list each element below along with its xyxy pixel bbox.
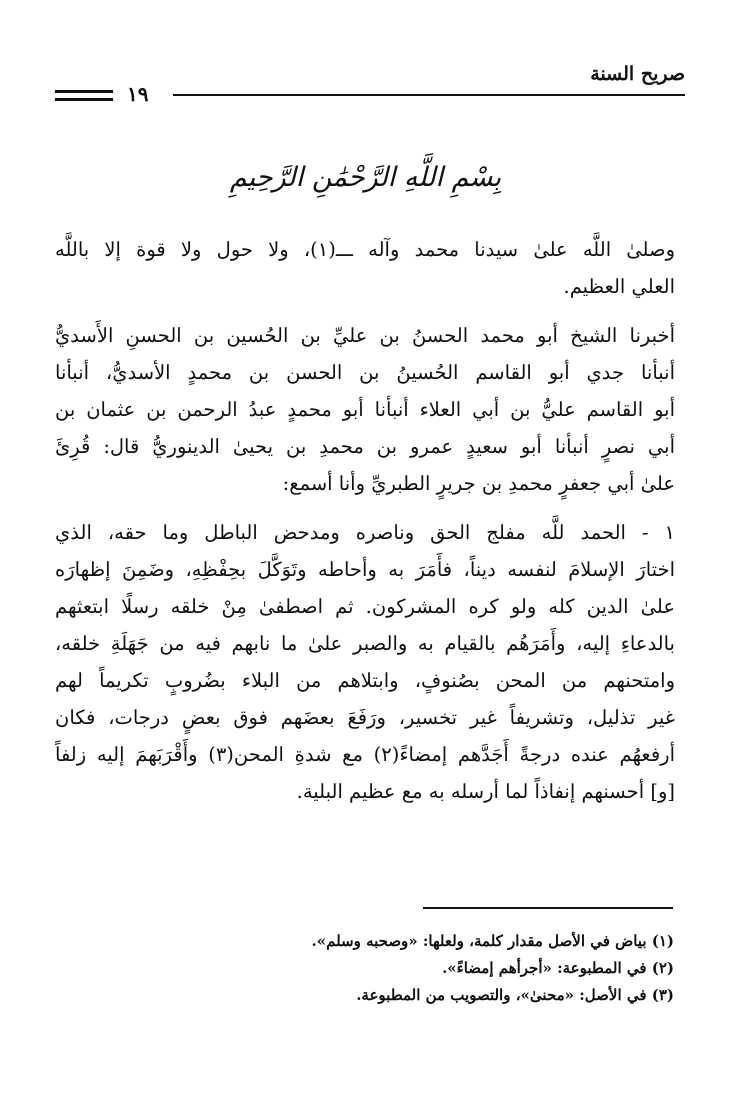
text-line: [و] أحسنهم إنفاذاً لما أرسله به مع عظيم البلية. — [296, 780, 675, 803]
running-title: صريح السنة — [590, 63, 685, 85]
footnote-1: (١) بياض في الأصل مقدار كلمة، ولعلها: «وصحبه وسلم». — [311, 932, 674, 950]
footnote-3: (٣) في الأصل: «محنىٰ»، والتصويب من المطبوعة. — [356, 986, 674, 1004]
text-line: وصلىٰ اللَّه علىٰ سيدنا محمد وآله ـــ(١)، ولا حول ولا قوة إلا باللَّه — [55, 238, 675, 261]
paragraph-opening — [55, 231, 675, 305]
paragraph-section-1 — [55, 514, 675, 810]
text-line: علىٰ أبي جعفرٍ محمدِ بن جريرٍ الطبريِّ وأنا أسمع: — [282, 472, 675, 495]
text-line: بالدعاءِ إليه، وأَمَرَهُم بالقيام به والصبر علىٰ ما نابهم فيه من جَهَلَةِ خلقه، — [55, 632, 675, 655]
text-line: غير تذليل، وتشريفاً غير تخسير، ورَفَعَ بعضَهم فوق بعضٍ درجات، فكان — [55, 706, 675, 729]
footnote-2: (٢) في المطبوعة: «أجرأهم إمضاءً». — [442, 959, 674, 977]
header-double-rule-bottom — [55, 98, 113, 101]
text-line: أبو القاسم عليُّ بن أبي العلاء أنبأنا أبو محمدٍ عبدُ الرحمن بن عثمان بن — [55, 398, 675, 421]
text-line: أنبأنا جدي أبو القاسم الحُسينُ بن الحسن بن محمدٍ الأسديُّ، أنبأنا — [55, 361, 675, 384]
header-double-rule-top — [55, 90, 113, 93]
text-line: أرفعهُم عنده درجةً أَجَدَّهم إمضاءً(٢) مع شدةِ المحن(٣) وأَقْرَبَهمَ إليه زلفاً — [55, 743, 675, 766]
text-line: أبي نصرٍ أنبأنا أبو سعيدٍ عمرو بن محمدِ بن يحيىٰ الدينوريُّ قال: قُرِئَ — [55, 435, 675, 458]
text-line: ١ - الحمد للَّه مفلج الحق وناصره ومدحض الباطل وما حقه، الذي — [55, 521, 675, 544]
footnotes — [54, 928, 674, 1009]
text-line: العلي العظيم. — [563, 275, 675, 298]
text-line: علىٰ الدين كله ولو كره المشركون. ثم اصطفىٰ مِنْ خلقه رسلًا ابتعثهم — [55, 595, 675, 618]
text-line: اختارَ الإسلامَ لنفسه ديناً، فأَمَرَ به وأحاطه وتَوَكَّلَ بحِفْظِهِ، وضَمِنَ إظهارَه — [55, 558, 675, 581]
paragraph-isnad — [55, 317, 675, 502]
basmala: بِسْمِ اللَّهِ الرَّحْمَٰنِ الرَّحِيمِ — [229, 162, 502, 193]
text-line: وامتحنهم من المحن بصُنوفٍ، وابتلاهم من البلاء بضُروبٍ تكريماً لهم — [55, 669, 675, 692]
footnote-separator — [423, 907, 673, 909]
header-rule — [173, 94, 685, 96]
text-line: أخبرنا الشيخ أبو محمد الحسنُ بن عليِّ بن الحُسين بن الحسنِ الأَسديُّ — [55, 324, 675, 347]
page-header — [55, 62, 685, 106]
page-number: ١٩ — [127, 82, 149, 106]
body-text — [55, 231, 675, 810]
